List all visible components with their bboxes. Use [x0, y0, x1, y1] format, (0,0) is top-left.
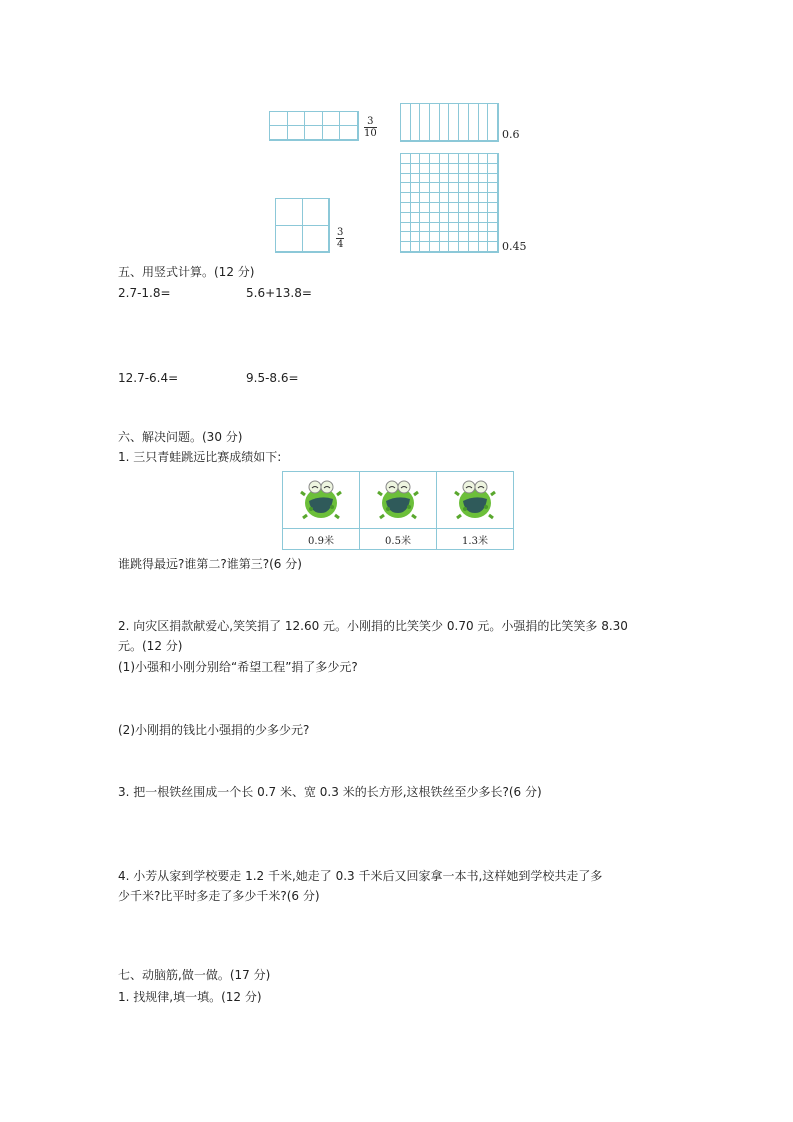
grid-cell — [469, 174, 479, 184]
question-2-part1: (1)小强和小刚分别给“希望工程”捐了多少元? — [118, 660, 358, 674]
grid-cell — [420, 203, 430, 213]
grid-cell — [479, 193, 489, 203]
grid-cell — [469, 104, 479, 141]
calc-3: 12.7-6.4= — [118, 371, 179, 385]
calc-4: 9.5-8.6= — [246, 371, 299, 385]
frog-icon — [376, 477, 420, 521]
grid-cell — [401, 193, 411, 203]
grid-cell — [479, 174, 489, 184]
grid-cell — [449, 232, 459, 242]
grid-cell — [479, 154, 489, 164]
grid-cell — [488, 164, 498, 174]
grid-cell — [411, 242, 421, 252]
grid-cell — [459, 223, 469, 233]
question-1: 1. 三只青蛙跳远比赛成绩如下: — [118, 450, 282, 464]
grid-cell — [323, 112, 341, 126]
grid-cell — [459, 213, 469, 223]
fraction-3-10 — [364, 116, 377, 139]
question-2-line1: 2. 向灾区捐款献爱心,笑笑捐了 12.60 元。小刚捐的比笑笑少 0.70 元。小强捐的比笑笑多 8.30 — [118, 619, 628, 633]
grid-cell — [469, 213, 479, 223]
numerator: 3 — [364, 116, 377, 128]
grid-cell — [440, 164, 450, 174]
grid-cell — [420, 223, 430, 233]
grid-10x10 — [400, 153, 499, 253]
grid-cell — [449, 104, 459, 141]
grid-cell — [449, 213, 459, 223]
grid-cell — [420, 183, 430, 193]
grid-cell — [270, 126, 288, 140]
grid-cell — [488, 213, 498, 223]
frog-image — [283, 472, 360, 529]
grid-cell — [411, 213, 421, 223]
calc-1: 2.7-1.8= — [118, 286, 171, 300]
grid-cell — [459, 242, 469, 252]
grid-cell — [459, 174, 469, 184]
grid-cell — [488, 242, 498, 252]
grid-cell — [401, 203, 411, 213]
grid-cell — [469, 223, 479, 233]
grid-cell — [469, 154, 479, 164]
grid-cell — [430, 174, 440, 184]
label-0-6: 0.6 — [502, 128, 520, 141]
grid-cell — [430, 183, 440, 193]
grid-cell — [288, 126, 306, 140]
frog-distance: 0.5米 — [360, 529, 437, 550]
grid-cell — [488, 183, 498, 193]
grid-cell — [440, 183, 450, 193]
grid-cell — [459, 232, 469, 242]
grid-cell — [411, 193, 421, 203]
grid-cell — [303, 226, 330, 253]
grid-cell — [440, 193, 450, 203]
grid-cell — [488, 174, 498, 184]
grid-cell — [449, 193, 459, 203]
frog-image — [360, 472, 437, 529]
grid-cell — [411, 183, 421, 193]
grid-cell — [449, 164, 459, 174]
grid-cell — [303, 199, 330, 226]
label-0-45: 0.45 — [502, 240, 527, 253]
grid-cell — [479, 164, 489, 174]
grid-cell — [430, 154, 440, 164]
grid-cell — [430, 232, 440, 242]
grid-cell — [420, 232, 430, 242]
grid-cell — [459, 104, 469, 141]
grid-cell — [469, 242, 479, 252]
question-2-line2: 元。(12 分) — [118, 639, 183, 653]
frog-table — [282, 471, 514, 550]
grid-cell — [488, 223, 498, 233]
grid-cell — [411, 104, 421, 141]
section-6-title: 六、解决问题。(30 分) — [118, 430, 243, 444]
grid-cell — [420, 193, 430, 203]
grid-cell — [459, 203, 469, 213]
grid-cell — [401, 164, 411, 174]
grid-cell — [440, 174, 450, 184]
grid-cell — [276, 199, 303, 226]
question-4-line2: 少千米?比平时多走了多少千米?(6 分) — [118, 889, 320, 903]
grid-cell — [479, 183, 489, 193]
frog-icon — [299, 477, 343, 521]
grid-cell — [469, 193, 479, 203]
grid-cell — [430, 223, 440, 233]
grid-cell — [488, 203, 498, 213]
grid-cell — [440, 232, 450, 242]
denominator: 4 — [337, 239, 344, 250]
frog-distance: 1.3米 — [437, 529, 514, 550]
grid-cell — [401, 223, 411, 233]
grid-cell — [401, 242, 411, 252]
grid-cell — [469, 183, 479, 193]
grid-cell — [401, 174, 411, 184]
grid-cell — [401, 104, 411, 141]
grid-cell — [401, 232, 411, 242]
grid-cell — [411, 154, 421, 164]
grid-cell — [479, 104, 489, 141]
question-3: 3. 把一根铁丝围成一个长 0.7 米、宽 0.3 米的长方形,这根铁丝至少多长?(6 分) — [118, 785, 542, 799]
grid-cell — [440, 223, 450, 233]
grid-cell — [420, 242, 430, 252]
frog-distance: 0.9米 — [283, 529, 360, 550]
grid-cell — [449, 203, 459, 213]
grid-cell — [340, 126, 358, 140]
grid-cell — [459, 154, 469, 164]
grid-cell — [440, 104, 450, 141]
grid-cell — [430, 104, 440, 141]
grid-cell — [340, 112, 358, 126]
grid-cell — [401, 213, 411, 223]
grid-cell — [440, 203, 450, 213]
grid-cell — [430, 203, 440, 213]
grid-cell — [276, 226, 303, 253]
grid-cell — [440, 242, 450, 252]
grid-2x2 — [275, 198, 330, 253]
grid-5x2 — [269, 111, 359, 141]
grid-cell — [449, 183, 459, 193]
grid-cell — [479, 203, 489, 213]
grid-cell — [488, 154, 498, 164]
question-2-part2: (2)小刚捐的钱比小强捐的少多少元? — [118, 723, 310, 737]
grid-cell — [305, 126, 323, 140]
frog-image — [437, 472, 514, 529]
calc-2: 5.6+13.8= — [246, 286, 312, 300]
grid-cell — [411, 223, 421, 233]
grid-cell — [430, 242, 440, 252]
grid-cell — [430, 164, 440, 174]
section-5-title: 五、用竖式计算。(12 分) — [118, 265, 255, 279]
grid-cell — [440, 154, 450, 164]
grid-cell — [488, 104, 498, 141]
grid-cell — [420, 213, 430, 223]
grid-cell — [469, 203, 479, 213]
grid-cell — [305, 112, 323, 126]
grid-cell — [420, 164, 430, 174]
section-7-question-1: 1. 找规律,填一填。(12 分) — [118, 990, 262, 1004]
grid-cell — [479, 213, 489, 223]
grid-cell — [411, 232, 421, 242]
grid-cell — [459, 164, 469, 174]
grid-cell — [288, 112, 306, 126]
grid-cell — [420, 104, 430, 141]
grid-cell — [411, 164, 421, 174]
numerator: 3 — [337, 227, 344, 238]
grid-cell — [469, 232, 479, 242]
grid-cell — [479, 242, 489, 252]
grid-cell — [401, 183, 411, 193]
frog-icon — [453, 477, 497, 521]
grid-cell — [469, 164, 479, 174]
grid-cell — [449, 223, 459, 233]
grid-cell — [430, 213, 440, 223]
grid-cell — [479, 223, 489, 233]
fraction-3-4 — [336, 227, 344, 250]
grid-cell — [440, 213, 450, 223]
question-4-line1: 4. 小芳从家到学校要走 1.2 千米,她走了 0.3 千米后又回家拿一本书,这样她到学校共走了多 — [118, 869, 603, 883]
grid-cell — [323, 126, 341, 140]
grid-cell — [479, 232, 489, 242]
grid-cell — [430, 193, 440, 203]
grid-cell — [488, 232, 498, 242]
grid-cell — [488, 193, 498, 203]
section-7-title: 七、动脑筋,做一做。(17 分) — [118, 968, 271, 982]
denominator: 10 — [364, 128, 377, 139]
grid-cell — [411, 174, 421, 184]
grid-10-columns — [400, 103, 499, 142]
grid-cell — [270, 112, 288, 126]
grid-cell — [459, 183, 469, 193]
grid-cell — [401, 154, 411, 164]
grid-cell — [420, 174, 430, 184]
grid-cell — [411, 203, 421, 213]
grid-cell — [449, 154, 459, 164]
grid-cell — [420, 154, 430, 164]
question-1-ask: 谁跳得最远?谁第二?谁第三?(6 分) — [118, 557, 302, 571]
grid-cell — [449, 174, 459, 184]
grid-cell — [449, 242, 459, 252]
grid-cell — [459, 193, 469, 203]
